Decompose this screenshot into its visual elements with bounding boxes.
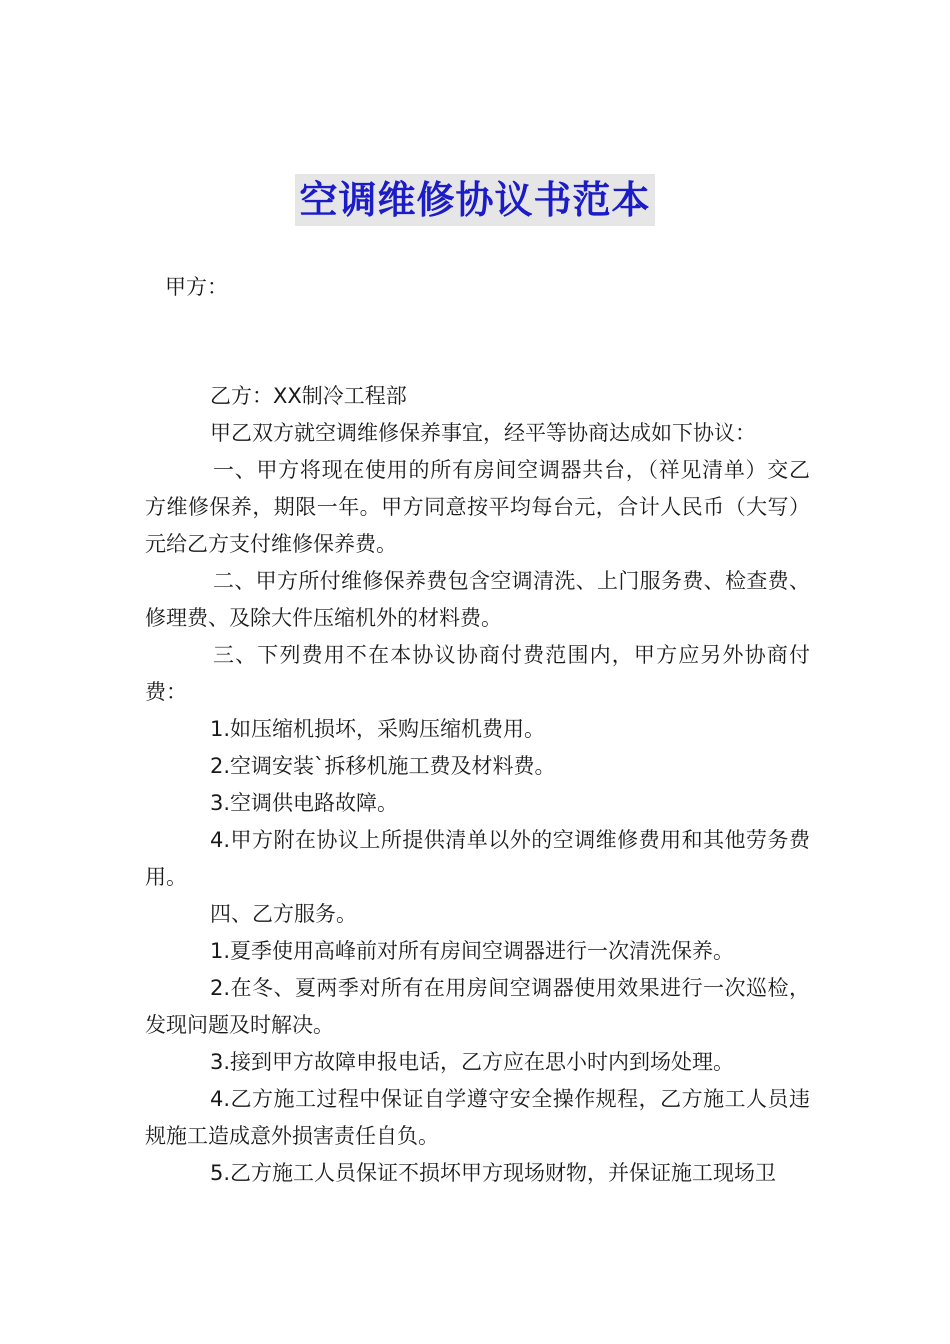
clause-4-item-1: 1.夏季使用高峰前对所有房间空调器进行一次清洗保养。 [210,939,735,963]
title-container [0,174,950,226]
clause-4-item-3: 3.接到甲方故障申报电话，乙方应在思小时内到场处理。 [210,1050,735,1074]
clause-3-item-1: 1.如压缩机损坏，采购压缩机费用。 [210,717,546,741]
party-a-label: 甲方： [165,275,228,299]
document-title: 空调维修协议书范本 [295,174,654,226]
clause-4-item-2: 2.在冬、夏两季对所有在用房间空调器使用效果进行一次巡检，发现问题及时解决。 [145,976,810,1037]
preamble-paragraph: 甲乙双方就空调维修保养事宜，经平等协商达成如下协议： [210,421,756,445]
clause-4-item-5: 5.乙方施工人员保证不损坏甲方现场财物，并保证施工现场卫 [210,1161,777,1185]
document-body [145,378,810,1192]
clause-3-item-3: 3.空调供电路故障。 [210,791,399,815]
clause-2-paragraph: 二、甲方所付维修保养费包含空调清洗、上门服务费、检查费、修理费、及除大件压缩机外的材料费。 [145,569,810,630]
clause-4-item-4: 4.乙方施工过程中保证自学遵守安全操作规程，乙方施工人员违规施工造成意外损害责任自负。 [145,1087,810,1148]
clause-1-paragraph: 一、甲方将现在使用的所有房间空调器共台，（祥见清单）交乙方维修保养，期限一年。甲方同意按平均每台元，合计人民币（大写）元给乙方支付维修保养费。 [145,458,810,556]
clause-4-heading: 四、乙方服务。 [210,902,357,926]
clause-3-item-4: 4.甲方附在协议上所提供清单以外的空调维修费用和其他劳务费用。 [145,828,810,889]
clause-3-item-2: 2.空调安装`拆移机施工费及材料费。 [210,754,556,778]
clause-3-paragraph: 三、下列费用不在本协议协商付费范围内，甲方应另外协商付费： [145,643,810,704]
party-b-line: 乙方：XX制冷工程部 [210,384,407,408]
